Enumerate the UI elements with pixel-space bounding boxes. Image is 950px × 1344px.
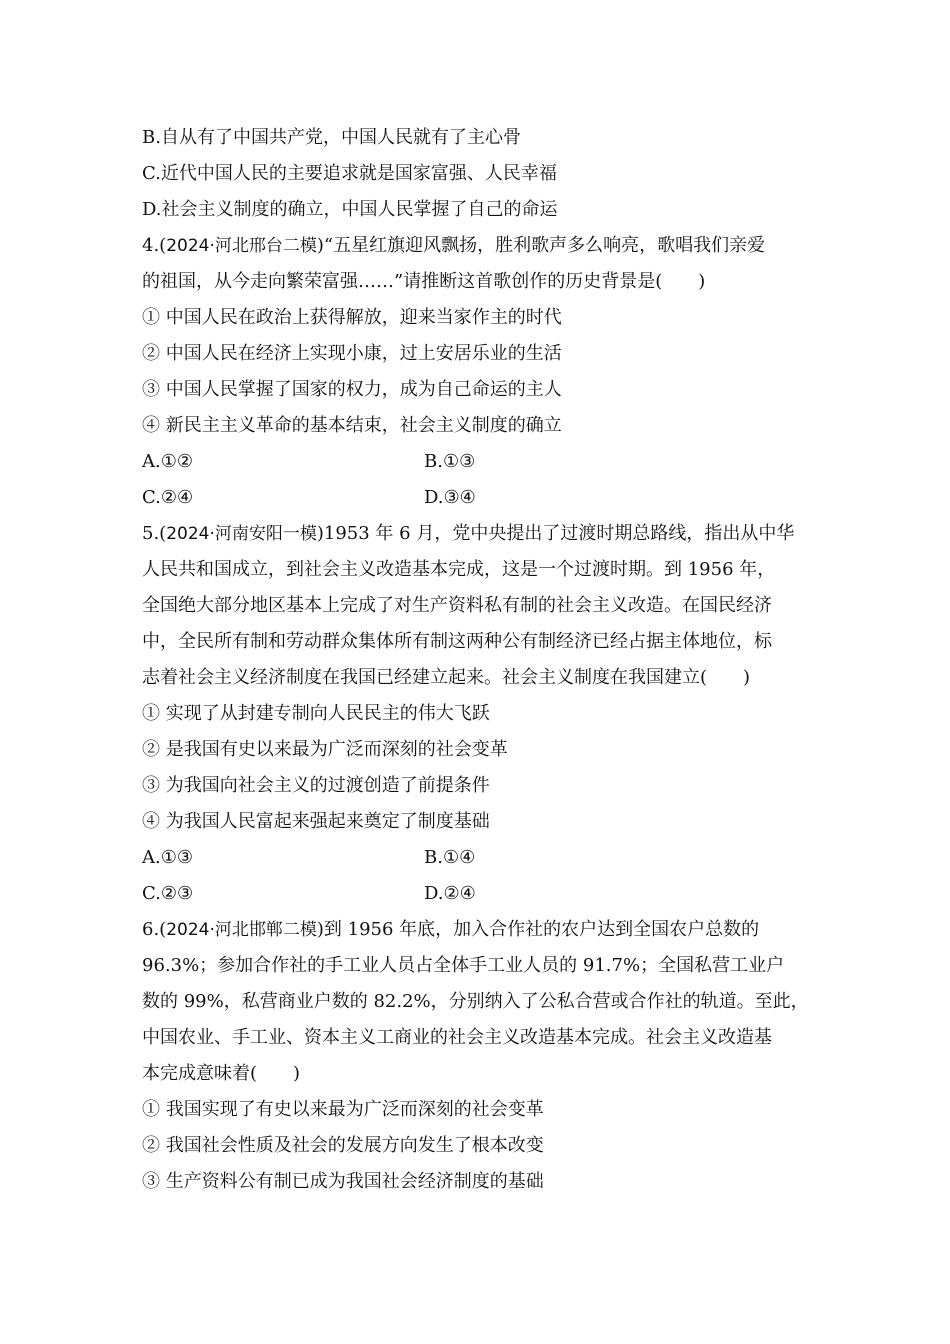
statement-item: ④ 为我国人民富起来强起来奠定了制度基础: [142, 811, 490, 832]
previous-question-options: [142, 120, 822, 228]
statement-item: ① 实现了从封建专制向人民民主的伟大飞跃: [142, 703, 490, 724]
document-content: [142, 120, 822, 1200]
statement-item: ① 中国人民在政治上获得解放，迎来当家作主的时代: [142, 307, 562, 328]
choice-c: C.②③: [142, 883, 194, 904]
question-source: 2024·河北邯郸二模: [166, 920, 317, 940]
choice-row: [142, 480, 822, 516]
option-b: B.自从有了中国共产党，中国人民就有了主心骨: [142, 127, 521, 148]
statement-item: ② 是我国有史以来最为广泛而深刻的社会变革: [142, 739, 508, 760]
question-source: 2024·河北邢台二模: [166, 236, 317, 256]
choice-row: [142, 444, 822, 480]
question-5-stem-line: 人民共和国成立，到社会主义改造基本完成，这是一个过渡时期。到 1956 年，: [142, 559, 776, 580]
question-number: 5.(: [142, 523, 167, 544]
option-c: C.近代中国人民的主要追求就是国家富强、人民幸福: [142, 163, 557, 184]
question-6-stem-line: 中国农业、手工业、资本主义工商业的社会主义改造基本完成。社会主义改造基: [142, 1027, 772, 1048]
question-5-stem-line: 全国绝大部分地区基本上完成了对生产资料私有制的社会主义改造。在国民经济: [142, 595, 772, 616]
question-4: [142, 228, 822, 516]
choice-d: D.③④: [424, 487, 476, 508]
statement-item: ② 我国社会性质及社会的发展方向发生了根本改变: [142, 1135, 544, 1156]
question-4-stem-line: 的祖国，从今走向繁荣富强……”请推断这首歌创作的历史背景是( ): [142, 271, 706, 292]
question-5-stem-line: [142, 516, 822, 552]
question-stem: )1953 年 6 月，党中央提出了过渡时期总路线，指出从中华: [316, 523, 795, 544]
question-6-stem-line: [142, 912, 822, 948]
choice-row: [142, 876, 822, 912]
statement-item: ③ 生产资料公有制已成为我国社会经济制度的基础: [142, 1171, 544, 1192]
question-6-stem-line: 数的 99%，私营商业户数的 82.2%，分别纳入了公私合营或合作社的轨道。至此，: [142, 991, 809, 1012]
choice-a: A.①③: [142, 847, 193, 868]
statement-item: ① 我国实现了有史以来最为广泛而深刻的社会变革: [142, 1099, 544, 1120]
question-number: 6.(: [142, 919, 167, 940]
statement-item: ② 中国人民在经济上实现小康，过上安居乐业的生活: [142, 343, 562, 364]
question-stem: )“五星红旗迎风飘扬，胜利歌声多么响亮，歌唱我们亲爱: [316, 235, 766, 256]
option-d: D.社会主义制度的确立，中国人民掌握了自己的命运: [142, 199, 558, 220]
choice-b: B.①③: [424, 451, 476, 472]
question-5-stem-line: 中，全民所有制和劳动群众集体所有制这两种公有制经济已经占据主体地位，标: [142, 631, 772, 652]
choice-row: [142, 840, 822, 876]
question-6-stem-line: 本完成意味着( ): [142, 1063, 301, 1084]
choice-a: A.①②: [142, 451, 193, 472]
question-source: 2024·河南安阳一模: [166, 524, 317, 544]
question-6-stem-line: 96.3%；参加合作社的手工业人员占全体手工业人员的 91.7%；全国私营工业户: [142, 955, 785, 976]
question-5-stem-line: 志着社会主义经济制度在我国已经建立起来。社会主义制度在我国建立( ): [142, 667, 751, 688]
statement-item: ④ 新民主主义革命的基本结束，社会主义制度的确立: [142, 415, 562, 436]
statement-item: ③ 为我国向社会主义的过渡创造了前提条件: [142, 775, 490, 796]
statement-item: ③ 中国人民掌握了国家的权力，成为自己命运的主人: [142, 379, 562, 400]
question-number: 4.(: [142, 235, 167, 256]
choice-d: D.②④: [424, 883, 476, 904]
question-stem: )到 1956 年底，加入合作社的农户达到全国农户总数的: [316, 919, 760, 940]
choice-c: C.②④: [142, 487, 194, 508]
question-6: [142, 912, 822, 1200]
question-5: [142, 516, 822, 912]
question-4-stem-line: [142, 228, 822, 264]
choice-b: B.①④: [424, 847, 476, 868]
